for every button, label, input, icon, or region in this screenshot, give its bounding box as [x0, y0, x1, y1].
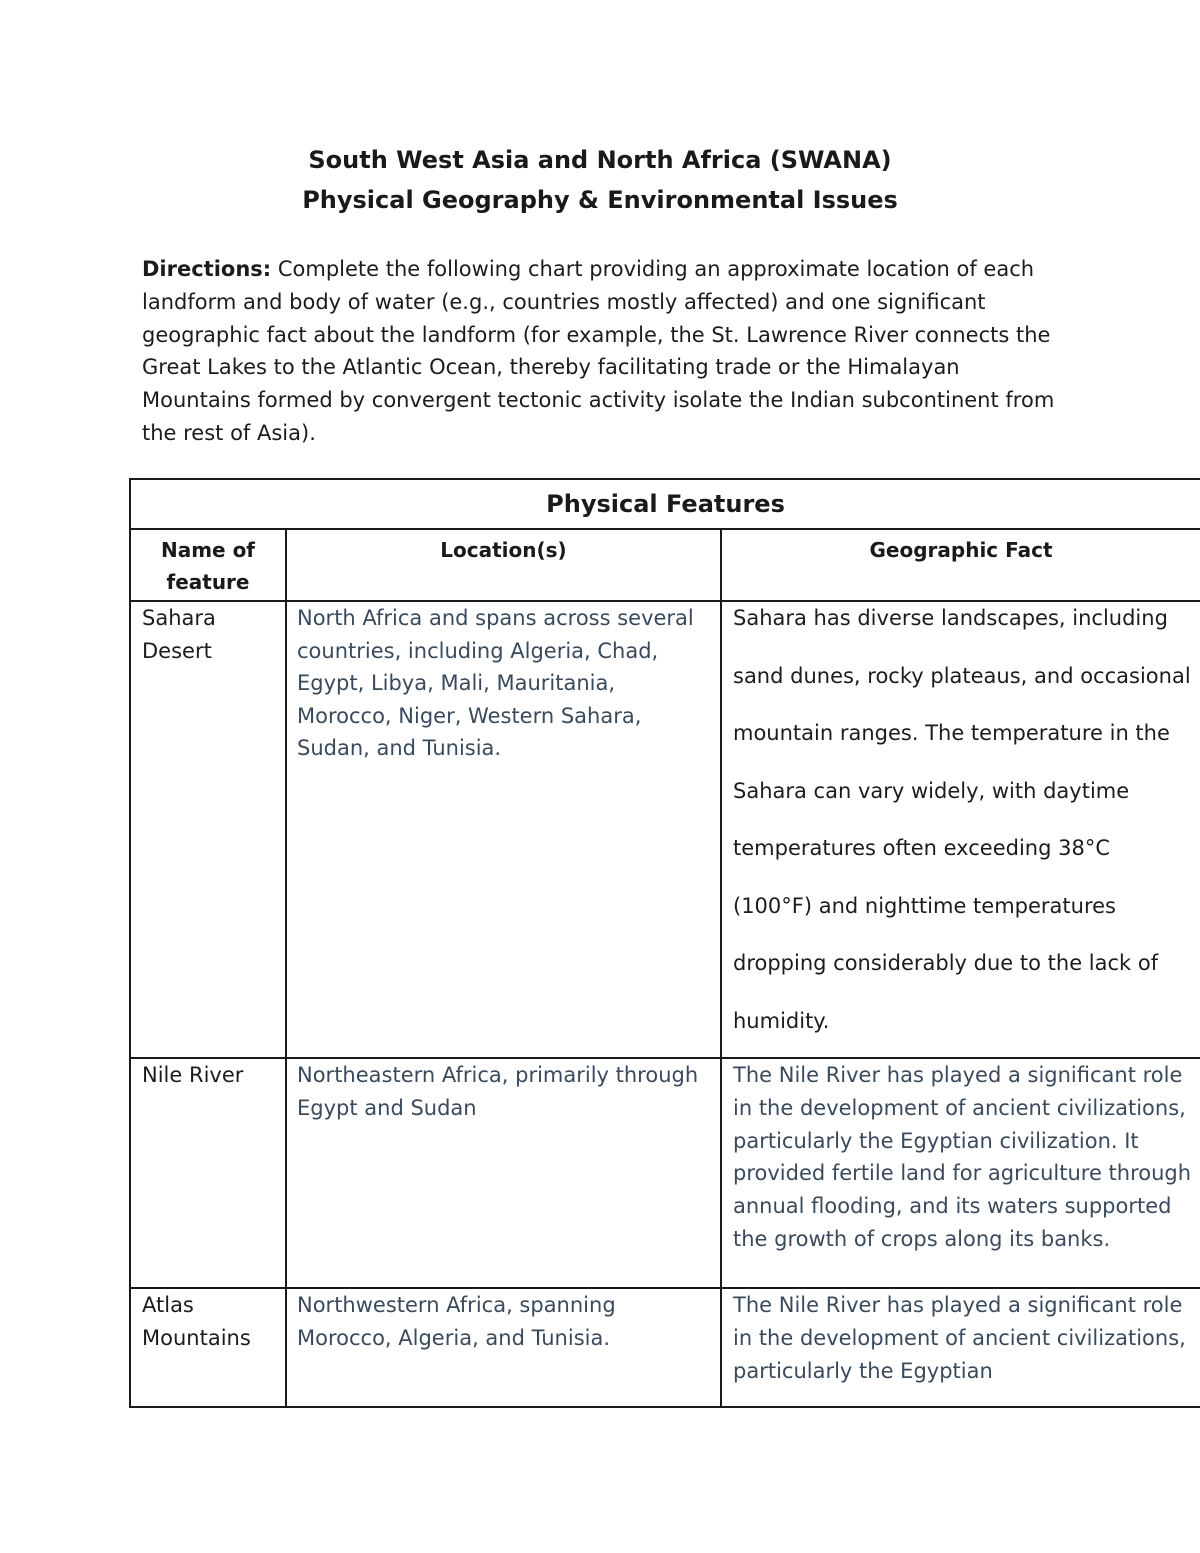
document-title: South West Asia and North Africa (SWANA)	[308, 146, 892, 174]
header-name-of-feature: Name of feature	[130, 529, 286, 601]
directions-label: Directions:	[142, 257, 272, 281]
fact-cell	[721, 1288, 1200, 1407]
table-row	[130, 601, 1200, 1058]
location-cell	[286, 601, 721, 1058]
directions-paragraph	[142, 253, 1072, 450]
feature-fact: The Nile River has played a significant role in the development of ancient civilizations, particularly the Egyptian	[733, 1293, 1186, 1383]
fact-cell	[721, 601, 1200, 1058]
feature-name: Sahara Desert	[142, 606, 216, 663]
location-cell	[286, 1288, 721, 1407]
header-locations: Location(s)	[286, 529, 721, 601]
fact-cell	[721, 1058, 1200, 1288]
feature-location: Northwestern Africa, spanning Morocco, Algeria, and Tunisia.	[297, 1293, 616, 1350]
feature-name-cell	[130, 1288, 286, 1407]
feature-fact: Sahara has diverse landscapes, including sand dunes, rocky plateaus, and occasional mountain ranges. The temperature in the Sahara can vary widely, with daytime temperatures often exceeding 38°C (100°F) and nighttime temperatures dropping considerably due to the lack of humidity.	[733, 606, 1191, 1033]
header-geographic-fact: Geographic Fact	[721, 529, 1200, 601]
feature-name: Atlas Mountains	[142, 1293, 251, 1350]
feature-location: Northeastern Africa, primarily through Egypt and Sudan	[297, 1063, 699, 1120]
table-row	[130, 1058, 1200, 1288]
location-cell	[286, 1058, 721, 1288]
feature-name-cell	[130, 601, 286, 1058]
feature-name-cell	[130, 1058, 286, 1288]
table-caption: Physical Features	[130, 479, 1200, 529]
feature-location: North Africa and spans across several countries, including Algeria, Chad, Egypt, Libya, Mali, Mauritania, Morocco, Niger, Western Sahara, Sudan, and Tunisia.	[297, 606, 694, 760]
physical-features-table	[129, 478, 1200, 1408]
document-subtitle: Physical Geography & Environmental Issues	[302, 186, 898, 214]
directions-text: Complete the following chart providing an approximate location of each landform and body of water (e.g., countries mostly affected) and one significant geographic fact about the landform (for example, the St. Lawrence River connects the Great Lakes to the Atlantic Ocean, thereby facilitating trade or the Himalayan Mountains formed by convergent tectonic activity isolate the Indian subcontinent from the rest of Asia).	[142, 257, 1055, 445]
table-row	[130, 1288, 1200, 1407]
feature-fact: The Nile River has played a significant role in the development of ancient civilizations, particularly the Egyptian civilization. It provided fertile land for agriculture through annual flooding, and its waters supported the growth of crops along its banks.	[733, 1063, 1192, 1251]
feature-name: Nile River	[142, 1063, 244, 1087]
